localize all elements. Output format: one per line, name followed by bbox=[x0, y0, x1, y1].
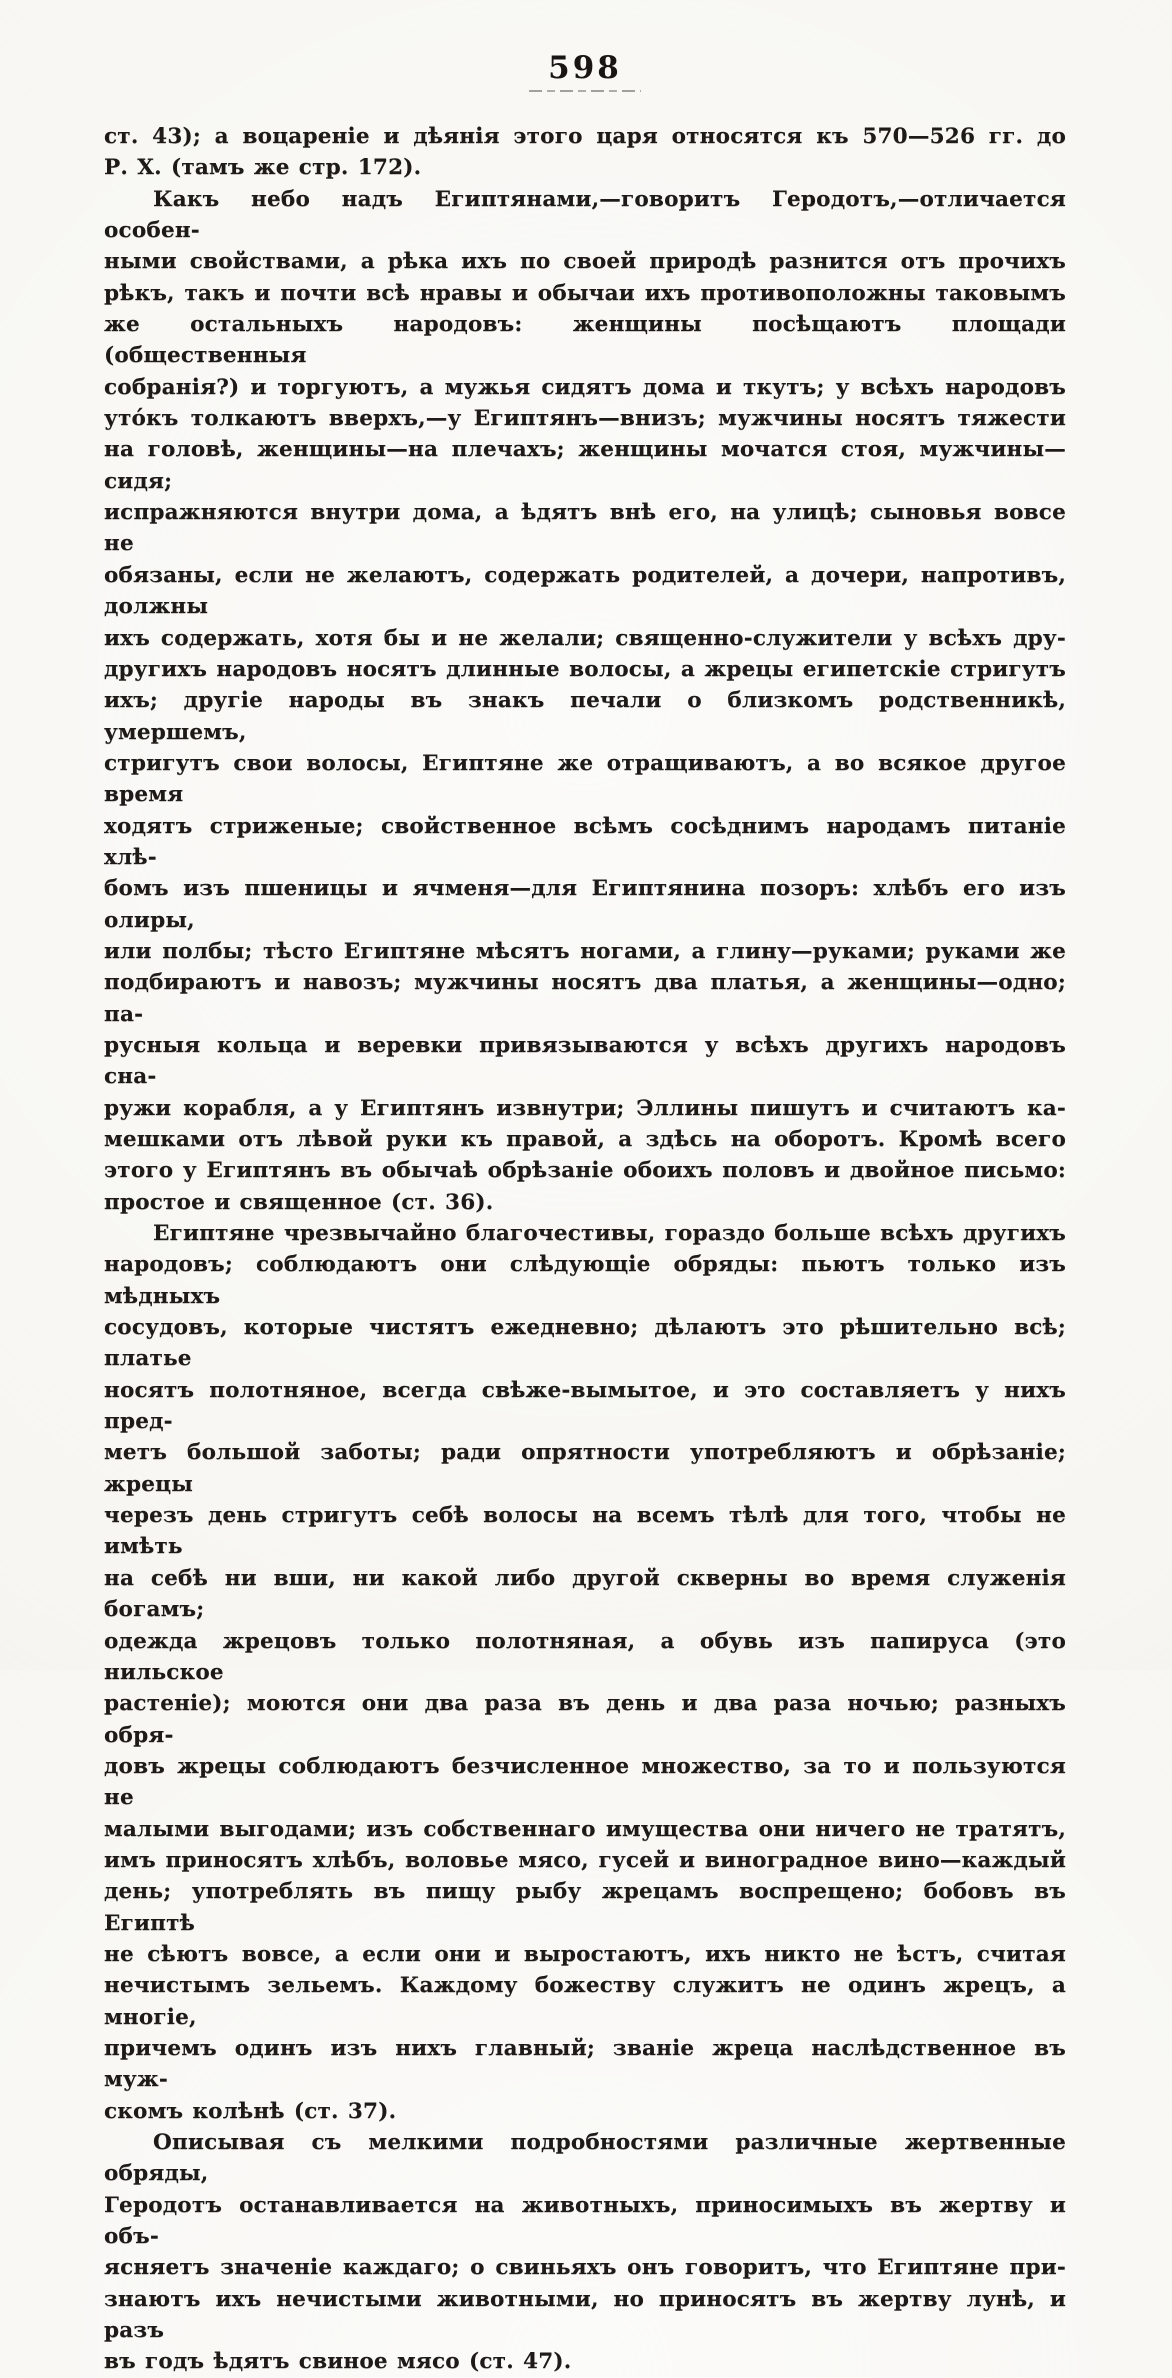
text-line: ходятъ стриженые; свойственное всѣмъ сосѣднимъ народамъ питаніе хлѣ- bbox=[104, 813, 1066, 870]
text-line: на головѣ, женщины—на плечахъ; женщины мочатся стоя, мужчины—сидя; bbox=[104, 437, 1066, 494]
page-number: 598 bbox=[548, 50, 622, 86]
text-line: Египтяне чрезвычайно благочестивы, гораздо больше всѣхъ другихъ bbox=[153, 1221, 1066, 1247]
header-rule-ornament bbox=[529, 90, 641, 92]
text-line: простое и священное (ст. 36). bbox=[104, 1189, 494, 1215]
text-line: стригутъ свои волосы, Египтяне же отращиваютъ, а во всякое другое время bbox=[104, 750, 1066, 808]
text-line: рѣкъ, такъ и почти всѣ нравы и обычаи ихъ противоположны таковымъ bbox=[104, 280, 1066, 306]
text-line: ными свойствами, а рѣка ихъ по своей природѣ разнится отъ прочихъ bbox=[104, 249, 1066, 275]
text-line: знаютъ ихъ нечистыми животными, но приносятъ въ жертву лунѣ, и разъ bbox=[104, 2286, 1066, 2344]
text-line: мешками отъ лѣвой руки къ правой, а здѣсь на оборотъ. Кромѣ всего bbox=[104, 1127, 1066, 1152]
paragraph bbox=[104, 2127, 1066, 2378]
text-line: ст. 43); а воцареніе и дѣянія этого царя относятся къ 570—526 гг. до bbox=[104, 124, 1066, 149]
page-body bbox=[104, 121, 1066, 2378]
text-line: же остальныхъ народовъ: женщины посѣщаютъ площади (общественныя bbox=[104, 312, 1066, 369]
text-line: не сѣютъ вовсе, а если они и выростаютъ, ихъ никто не ѣстъ, считая bbox=[104, 1941, 1066, 1967]
text-line: довъ жрецы соблюдаютъ безчисленное множество, за то и пользуются не bbox=[104, 1753, 1066, 1811]
text-line: ихъ содержать, хотя бы и не желали; священно-служители у всѣхъ дру- bbox=[104, 625, 1066, 651]
paragraph bbox=[104, 184, 1066, 1218]
paragraph bbox=[104, 121, 1066, 184]
text-line: обязаны, если не желаютъ, содержать родителей, а дочери, напротивъ, должны bbox=[104, 562, 1066, 620]
text-line: скомъ колѣнѣ (ст. 37). bbox=[104, 2098, 397, 2124]
text-line: одежда жрецовъ только полотняная, а обувь изъ папируса (это нильское bbox=[104, 1628, 1066, 1685]
text-line: на себѣ ни вши, ни какой либо другой скверны во время служенія богамъ; bbox=[104, 1565, 1066, 1623]
text-line: имъ приносятъ хлѣбъ, воловье мясо, гусей и виноградное вино—каждый bbox=[104, 1847, 1066, 1873]
text-line: въ годъ ѣдятъ свиное мясо (ст. 47). bbox=[104, 2349, 572, 2375]
text-line: Описывая съ мелкими подробностями различные жертвенные обряды, bbox=[104, 2130, 1066, 2187]
text-line: сосудовъ, которые чистятъ ежедневно; дѣлаютъ это рѣшительно всѣ; платье bbox=[104, 1315, 1066, 1372]
paragraph bbox=[104, 1218, 1066, 2127]
text-line: ясняетъ значеніе каждаго; о свиньяхъ онъ говоритъ, что Египтяне при- bbox=[104, 2255, 1066, 2281]
text-line: народовъ; соблюдаютъ они слѣдующіе обряды: пьютъ только изъ мѣдныхъ bbox=[104, 1252, 1066, 1309]
text-line: Р. Х. (тамъ же стр. 172). bbox=[104, 155, 422, 181]
text-line: малыми выгодами; изъ собственнаго имущества они ничего не тратятъ, bbox=[104, 1816, 1066, 1842]
text-line: ихъ; другіе народы въ знакъ печали о близкомъ родственникѣ, умершемъ, bbox=[104, 688, 1066, 745]
page-header bbox=[104, 50, 1066, 92]
text-line: бомъ изъ пшеницы и ячменя—для Египтянина позоръ: хлѣбъ его изъ олиры, bbox=[104, 876, 1066, 933]
text-line: нечистымъ зельемъ. Каждому божеству служитъ не одинъ жрецъ, а многіе, bbox=[104, 1973, 1066, 2030]
text-line: Геродотъ останавливается на животныхъ, приносимыхъ въ жертву и объ- bbox=[104, 2192, 1066, 2250]
text-line: этого у Египтянъ въ обычаѣ обрѣзаніе обоихъ половъ и двойное письмо: bbox=[104, 1158, 1066, 1184]
text-line: носятъ полотняное, всегда свѣже-вымытое, и это составляетъ у нихъ пред- bbox=[104, 1377, 1066, 1435]
text-line: собранія?) и торгуютъ, а мужья сидятъ дома и ткутъ; у всѣхъ народовъ bbox=[104, 374, 1066, 400]
text-line: другихъ народовъ носятъ длинные волосы, а жрецы египетскіе стригутъ bbox=[104, 656, 1066, 682]
text-line: русныя кольца и веревки привязываются у всѣхъ другихъ народовъ сна- bbox=[104, 1032, 1066, 1090]
text-line: ружи корабля, а у Египтянъ извнутри; Эллины пишутъ и считаютъ ка- bbox=[104, 1095, 1066, 1121]
text-line: испражняются внутри дома, а ѣдятъ внѣ его, на улицѣ; сыновья вовсе не bbox=[104, 500, 1066, 557]
text-line: Какъ небо надъ Египтянами,—говоритъ Геродотъ,—отличается особен- bbox=[104, 186, 1066, 244]
text-line: причемъ одинъ изъ нихъ главный; званіе жреца наслѣдственное въ муж- bbox=[104, 2035, 1066, 2093]
text-line: растеніе); моются они два раза въ день и два раза ночью; разныхъ обря- bbox=[104, 1691, 1066, 1748]
text-line: или полбы; тѣсто Египтяне мѣсятъ ногами, а глину—руками; руками же bbox=[104, 938, 1066, 964]
text-line: черезъ день стригутъ себѣ волосы на всемъ тѣлѣ для того, чтобы не имѣть bbox=[104, 1503, 1066, 1560]
text-line: метъ большой заботы; ради опрятности употребляютъ и обрѣзаніе; жрецы bbox=[104, 1440, 1066, 1497]
text-line: подбираютъ и навозъ; мужчины носятъ два платья, а женщины—одно; па- bbox=[104, 970, 1066, 1027]
text-line: день; употреблять въ пищу рыбу жрецамъ воспрещено; бобовъ въ Египтѣ bbox=[104, 1879, 1066, 1936]
text-line: утóкъ толкаютъ вверхъ,—у Египтянъ—внизъ; мужчины носятъ тяжести bbox=[104, 406, 1066, 432]
